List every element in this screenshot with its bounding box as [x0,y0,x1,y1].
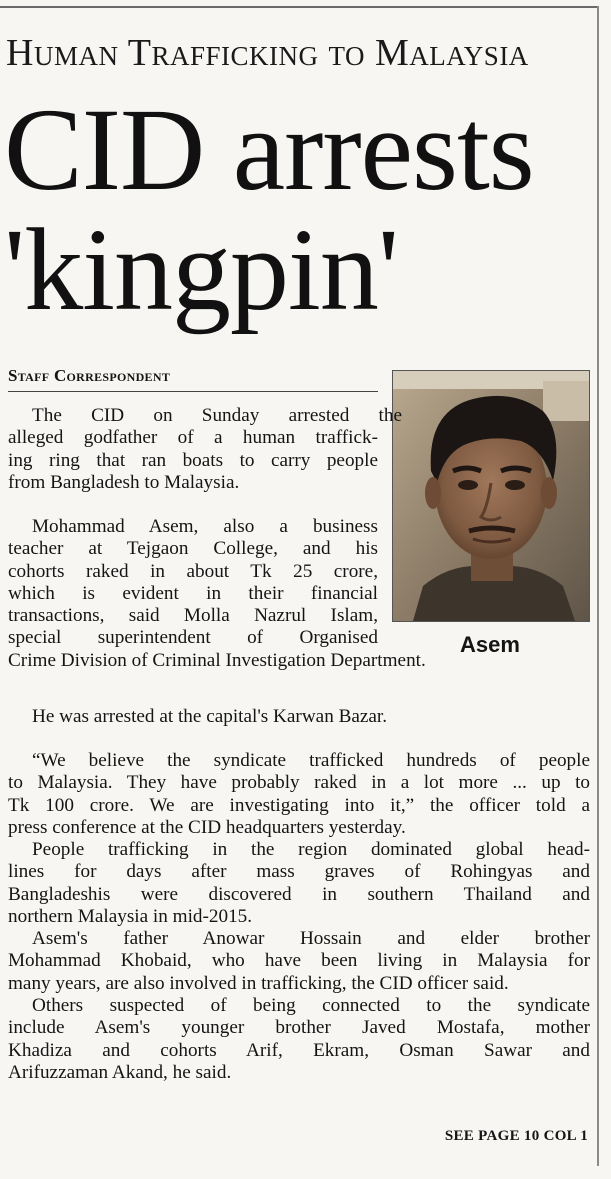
paragraph-6 [8,928,590,995]
text-line: Mohammad Asem, also a business [32,516,378,537]
text-line: Khadiza and cohorts Arif, Ekram, Osman Sawar and [8,1039,590,1061]
text-line: press conference at the CID headquarters yesterday. [8,816,406,838]
text-line: Crime Division of Criminal Investigation Department. [8,649,426,671]
byline-divider [8,391,378,392]
continuation-note: SEE PAGE 10 COL 1 [444,1128,588,1144]
kicker-heading: Human Trafficking to Malaysia [6,32,529,74]
top-border-rule [0,6,598,8]
byline: Staff Correspondent [8,366,171,385]
headline-line-1: CID arrests [4,84,534,215]
text-line: Others suspected of being connected to the syndicate [32,995,590,1016]
paragraph-3 [8,706,590,728]
text-line: which is evident in their financial [8,582,378,604]
paragraph-1 [8,405,402,494]
headline-line-2: 'kingpin' [4,204,399,335]
text-line: lines for days after mass graves of Rohingyas and [8,861,590,883]
paragraph-2 [8,516,590,672]
right-border-rule [597,6,599,1166]
paragraph-7 [8,995,590,1084]
paragraph-5 [8,839,590,928]
text-line: Tk 100 crore. We are investigating into it,” the officer told a [8,794,590,816]
text-line: ing ring that ran boats to carry people [8,449,378,471]
text-line: Arifuzzaman Akand, he said. [8,1061,232,1083]
text-line: Bangladeshis were discovered in southern Thailand and [8,883,590,905]
text-line: teacher at Tejgaon College, and his [8,538,378,560]
text-line: many years, are also involved in trafficking, the CID officer said. [8,972,509,994]
photo-caption: Asem [460,632,520,657]
text-line: transactions, said Molla Nazrul Islam, [8,605,378,627]
text-line: Asem's father Anowar Hossain and elder brother [32,928,590,949]
text-line: special superintendent of Organised [8,627,378,649]
text-line: “We believe the syndicate trafficked hundreds of people [32,750,590,771]
text-line: The CID on Sunday arrested the [32,405,402,426]
text-line: northern Malaysia in mid-2015. [8,905,253,927]
text-line: People trafficking in the region dominated global head- [32,839,590,860]
text-line: Mohammad Khobaid, who have been living in Malaysia for [8,950,590,972]
text-line: alleged godfather of a human traffick- [8,427,378,449]
text-line: to Malaysia. They have probably raked in a lot more ... up to [8,772,590,794]
text-line: include Asem's younger brother Javed Mostafa, mother [8,1017,590,1039]
paragraph-4 [8,750,590,839]
text-line: cohorts raked in about Tk 25 crore, [8,560,378,582]
text-line: He was arrested at the capital's Karwan Bazar. [32,706,388,727]
text-line: from Bangladesh to Malaysia. [8,471,240,493]
